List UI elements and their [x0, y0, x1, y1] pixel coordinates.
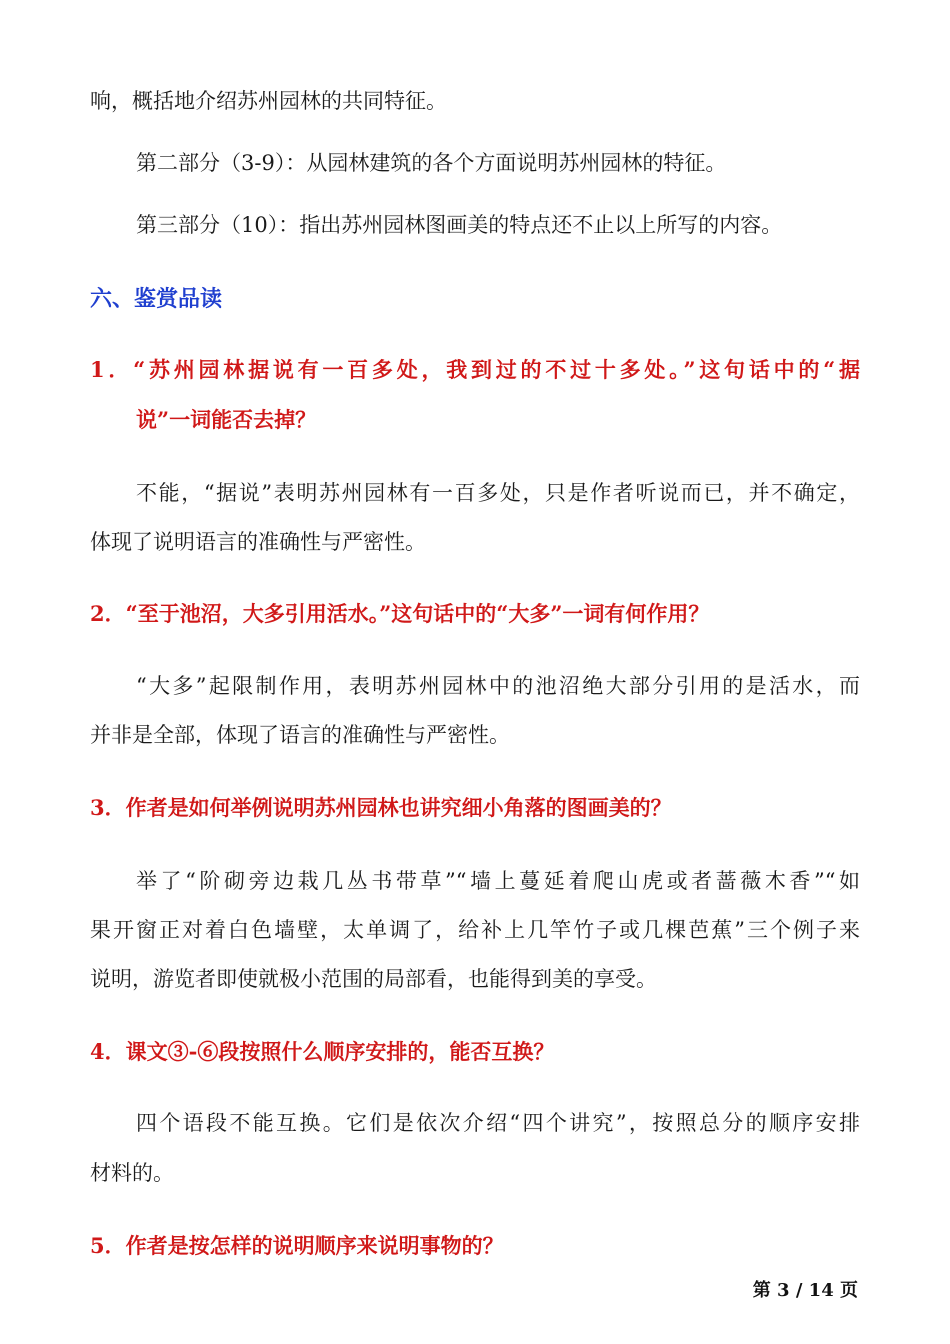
- answer-4: 四个语段不能互换。它们是依次介绍“四个讲究”，按照总分的顺序安排: [136, 1111, 860, 1135]
- intro-line: 响，概括地介绍苏州园林的共同特征。: [90, 89, 447, 113]
- question-4: 4．课文③-⑥段按照什么顺序安排的，能否互换？: [90, 1039, 555, 1064]
- part-three-summary: 第三部分（10）：指出苏州园林图画美的特点还不止以上所写的内容。: [136, 213, 783, 237]
- part-two-summary: 第二部分（3-9）：从园林建筑的各个方面说明苏州园林的特征。: [136, 151, 727, 175]
- question-1-cont: 说”一词能否去掉？: [136, 407, 317, 432]
- answer-2-cont: 并非是全部，体现了语言的准确性与严密性。: [90, 723, 510, 747]
- answer-3-cont: 果开窗正对着白色墙壁，太单调了，给补上几竿竹子或几棵芭蕉”三个例子来: [90, 918, 860, 942]
- question-3: 3．作者是如何举例说明苏州园林也讲究细小角落的图画美的？: [90, 795, 672, 820]
- answer-1: 不能，“据说”表明苏州园林有一百多处，只是作者听说而已，并不确定，: [136, 481, 860, 505]
- answer-3-end: 说明，游览者即使就极小范围的局部看，也能得到美的享受。: [90, 967, 657, 991]
- page-number: 第 3 / 14 页: [752, 1280, 858, 1301]
- answer-3: 举了“阶砌旁边栽几丛书带草”“墙上蔓延着爬山虎或者蔷薇木香”“如: [136, 869, 860, 893]
- question-5: 5．作者是按怎样的说明顺序来说明事物的？: [90, 1233, 504, 1258]
- section-heading: 六、鉴赏品读: [90, 286, 223, 312]
- answer-1-cont: 体现了说明语言的准确性与严密性。: [90, 530, 426, 554]
- question-2: 2．“至于池沼，大多引用活水。”这句话中的“大多”一词有何作用？: [90, 601, 710, 626]
- answer-2: “大多”起限制作用，表明苏州园林中的池沼绝大部分引用的是活水，而: [136, 674, 860, 698]
- answer-4-cont: 材料的。: [90, 1161, 174, 1185]
- question-1: 1．“苏州园林据说有一百多处，我到过的不过十多处。”这句话中的“据: [90, 357, 860, 382]
